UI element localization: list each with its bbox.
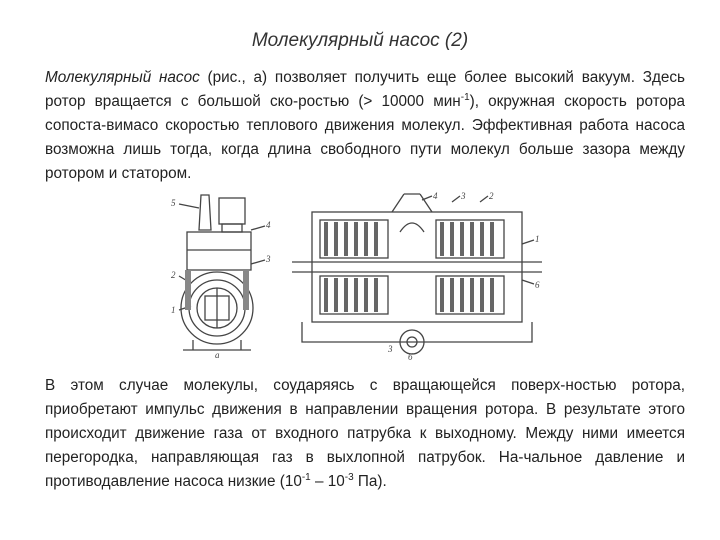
- paragraph-mechanism: [45, 374, 685, 494]
- fig-label-b6: 6: [535, 280, 540, 290]
- fig-label-1: 1: [171, 305, 176, 315]
- fig-label-3: 3: [266, 254, 271, 264]
- fig-caption-a: а: [215, 350, 220, 360]
- fig-label-4: 4: [266, 220, 271, 230]
- fig-caption-b: б: [408, 352, 413, 362]
- superscript-exp2: -3: [344, 471, 354, 483]
- fig-label-5: 5: [171, 198, 176, 208]
- fig-label-b3: 3: [461, 192, 466, 201]
- superscript-min: -1: [460, 91, 470, 103]
- figure-pump-side-view: [165, 190, 275, 365]
- fig-label-2: 2: [171, 270, 176, 280]
- paragraph-mechanism-text-b: – 10: [310, 473, 345, 490]
- fig-label-b4: 4: [433, 192, 438, 201]
- page-title: Молекулярный насос (2): [251, 30, 469, 51]
- fig-label-b2: 2: [489, 192, 494, 201]
- fig-label-b1: 1: [535, 234, 540, 244]
- figure-pump-section: [292, 192, 542, 367]
- paragraph-intro: [45, 66, 685, 186]
- superscript-exp1: -1: [301, 471, 311, 483]
- term-molecular-pump: Молекулярный насос: [45, 69, 200, 86]
- fig-label-b3-lower: 3: [388, 344, 393, 354]
- paragraph-mechanism-text-a: В этом случае молекулы, соударяясь с вращающейся поверх-ностью ротора, приобретают импульс движения в направлении вращения ротора. В результате этого происходит движение газа от входного патрубка к выходному. Между ними имеется перегородка, направляющая газ в выхлопной патрубок. На-чальное давление и противодавление насоса низкие (10: [45, 377, 685, 490]
- paragraph-mechanism-text-c: Па).: [353, 473, 387, 490]
- paragraph-intro-text-a: позволяет получить еще более высокий вакуум. Здесь ротор вращается с большой ско-ростью (> 10000 мин: [45, 69, 686, 110]
- paragraph-intro-text-b: ), окружная скорость ротора сопоста-вимасо скоростью теплового движения молекул. Эффективная работа насоса возможна лишь тогда, когда длина свободного пути молекул больше зазора между ротором и статором.: [45, 93, 685, 182]
- figure-reference: (рис., а): [207, 69, 268, 86]
